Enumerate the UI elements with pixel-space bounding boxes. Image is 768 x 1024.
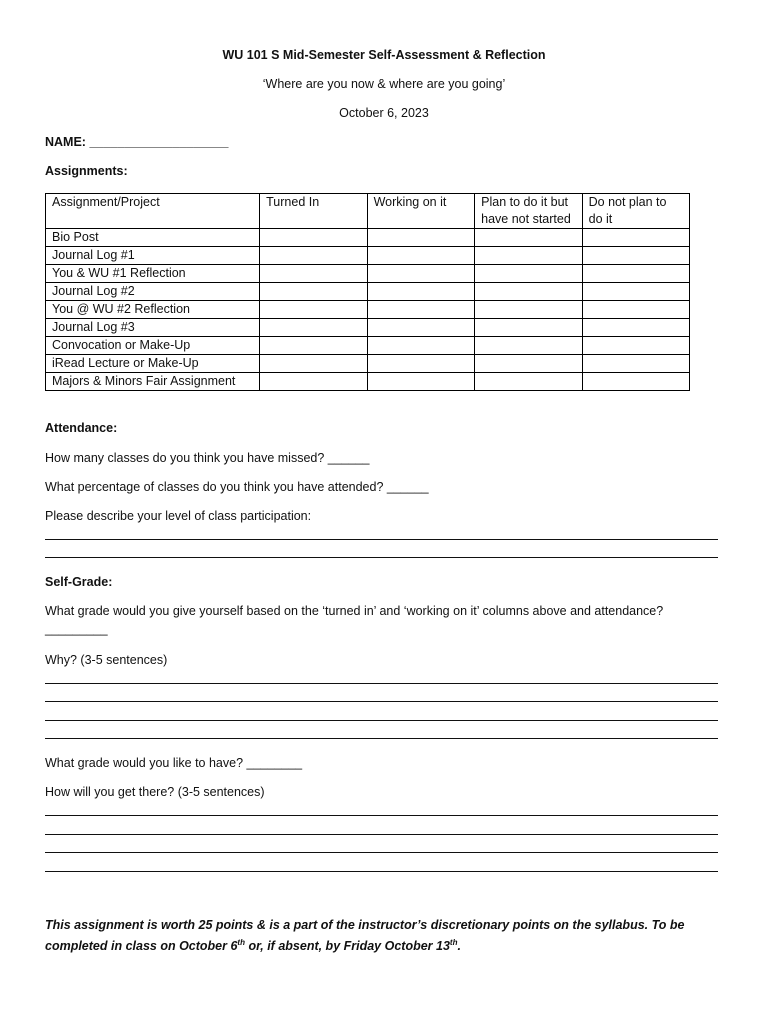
checkbox-cell[interactable] (475, 355, 582, 373)
assignments-table (45, 193, 690, 391)
table-row (46, 319, 690, 337)
assignment-name: iRead Lecture or Make-Up (46, 355, 260, 373)
classes-missed-question: How many classes do you think you have missed? ______ (45, 451, 370, 465)
checkbox-cell[interactable] (367, 301, 475, 319)
table-row (46, 283, 690, 301)
footer-text-1: This assignment is worth 25 points & is a part of the instructor’s discretionary points on the syllabus. To be completed in class on October 6 (45, 918, 685, 954)
checkbox-cell[interactable] (582, 337, 689, 355)
header-plan-not-started: Plan to do it but have not started (475, 194, 582, 229)
checkbox-cell[interactable] (475, 373, 582, 391)
header-turned-in: Turned In (260, 194, 367, 229)
header-working-on-it: Working on it (367, 194, 475, 229)
assignments-heading: Assignments: (45, 164, 128, 178)
checkbox-cell[interactable] (367, 373, 475, 391)
table-header-row (46, 194, 690, 229)
checkbox-cell[interactable] (367, 355, 475, 373)
answer-line[interactable] (45, 852, 718, 853)
checkbox-cell[interactable] (582, 373, 689, 391)
self-grade-heading: Self-Grade: (45, 575, 113, 589)
table-row (46, 301, 690, 319)
answer-line[interactable] (45, 738, 718, 739)
table-row (46, 337, 690, 355)
checkbox-cell[interactable] (367, 247, 475, 265)
answer-line[interactable] (45, 539, 718, 540)
table-row (46, 247, 690, 265)
checkbox-cell[interactable] (475, 229, 582, 247)
self-grade-question: What grade would you give yourself based on the ‘turned in’ and ‘working on it’ columns above and attendance? (45, 604, 664, 618)
checkbox-cell[interactable] (367, 265, 475, 283)
assignment-name: Journal Log #1 (46, 247, 260, 265)
answer-line[interactable] (45, 720, 718, 721)
assignment-name: You & WU #1 Reflection (46, 265, 260, 283)
checkbox-cell[interactable] (367, 319, 475, 337)
participation-question: Please describe your level of class participation: (45, 509, 312, 523)
checkbox-cell[interactable] (582, 301, 689, 319)
answer-line[interactable] (45, 701, 718, 702)
checkbox-cell[interactable] (260, 337, 367, 355)
document-title: WU 101 S Mid-Semester Self-Assessment & Reflection (222, 48, 546, 62)
why-question: Why? (3-5 sentences) (45, 653, 168, 667)
checkbox-cell[interactable] (582, 265, 689, 283)
assignment-name: Journal Log #3 (46, 319, 260, 337)
how-question: How will you get there? (3-5 sentences) (45, 785, 265, 799)
table-row (46, 265, 690, 283)
header-not-plan: Do not plan to do it (582, 194, 689, 229)
checkbox-cell[interactable] (475, 247, 582, 265)
footer-text-2: or, if absent, by Friday October 13 (244, 939, 450, 954)
checkbox-cell[interactable] (475, 301, 582, 319)
assignment-name: Journal Log #2 (46, 283, 260, 301)
name-field-label: NAME: ____________________ (45, 135, 229, 149)
checkbox-cell[interactable] (582, 355, 689, 373)
attendance-heading: Attendance: (45, 421, 118, 435)
attendance-percentage-question: What percentage of classes do you think you have attended? ______ (45, 480, 429, 494)
checkbox-cell[interactable] (260, 265, 367, 283)
checkbox-cell[interactable] (475, 337, 582, 355)
checkbox-cell[interactable] (475, 319, 582, 337)
checkbox-cell[interactable] (260, 355, 367, 373)
assignment-name: Majors & Minors Fair Assignment (46, 373, 260, 391)
checkbox-cell[interactable] (582, 283, 689, 301)
checkbox-cell[interactable] (260, 319, 367, 337)
answer-line[interactable] (45, 683, 718, 684)
checkbox-cell[interactable] (260, 229, 367, 247)
table-row (46, 355, 690, 373)
checkbox-cell[interactable] (475, 283, 582, 301)
checkbox-cell[interactable] (260, 373, 367, 391)
checkbox-cell[interactable] (367, 229, 475, 247)
footer-sup-2: th (449, 938, 458, 947)
checkbox-cell[interactable] (367, 337, 475, 355)
checkbox-cell[interactable] (260, 247, 367, 265)
answer-line[interactable] (45, 815, 718, 816)
answer-line[interactable] (45, 834, 718, 835)
answer-line[interactable] (45, 557, 718, 558)
footer-text-3: . (457, 939, 461, 954)
checkbox-cell[interactable] (260, 283, 367, 301)
checkbox-cell[interactable] (475, 265, 582, 283)
self-grade-blank[interactable]: _________ (45, 622, 108, 636)
assignment-name: You @ WU #2 Reflection (46, 301, 260, 319)
assignment-name: Convocation or Make-Up (46, 337, 260, 355)
checkbox-cell[interactable] (260, 301, 367, 319)
header-assignment: Assignment/Project (46, 194, 260, 229)
checkbox-cell[interactable] (582, 319, 689, 337)
assignment-name: Bio Post (46, 229, 260, 247)
footer-sup-1: th (237, 938, 245, 947)
document-subtitle: ‘Where are you now & where are you going’ (262, 77, 506, 91)
document-date: October 6, 2023 (339, 106, 429, 120)
table-row (46, 373, 690, 391)
answer-line[interactable] (45, 871, 718, 872)
table-row (46, 229, 690, 247)
desired-grade-question: What grade would you like to have? ________ (45, 756, 303, 770)
footer-note (45, 916, 725, 955)
checkbox-cell[interactable] (582, 247, 689, 265)
checkbox-cell[interactable] (582, 229, 689, 247)
checkbox-cell[interactable] (367, 283, 475, 301)
